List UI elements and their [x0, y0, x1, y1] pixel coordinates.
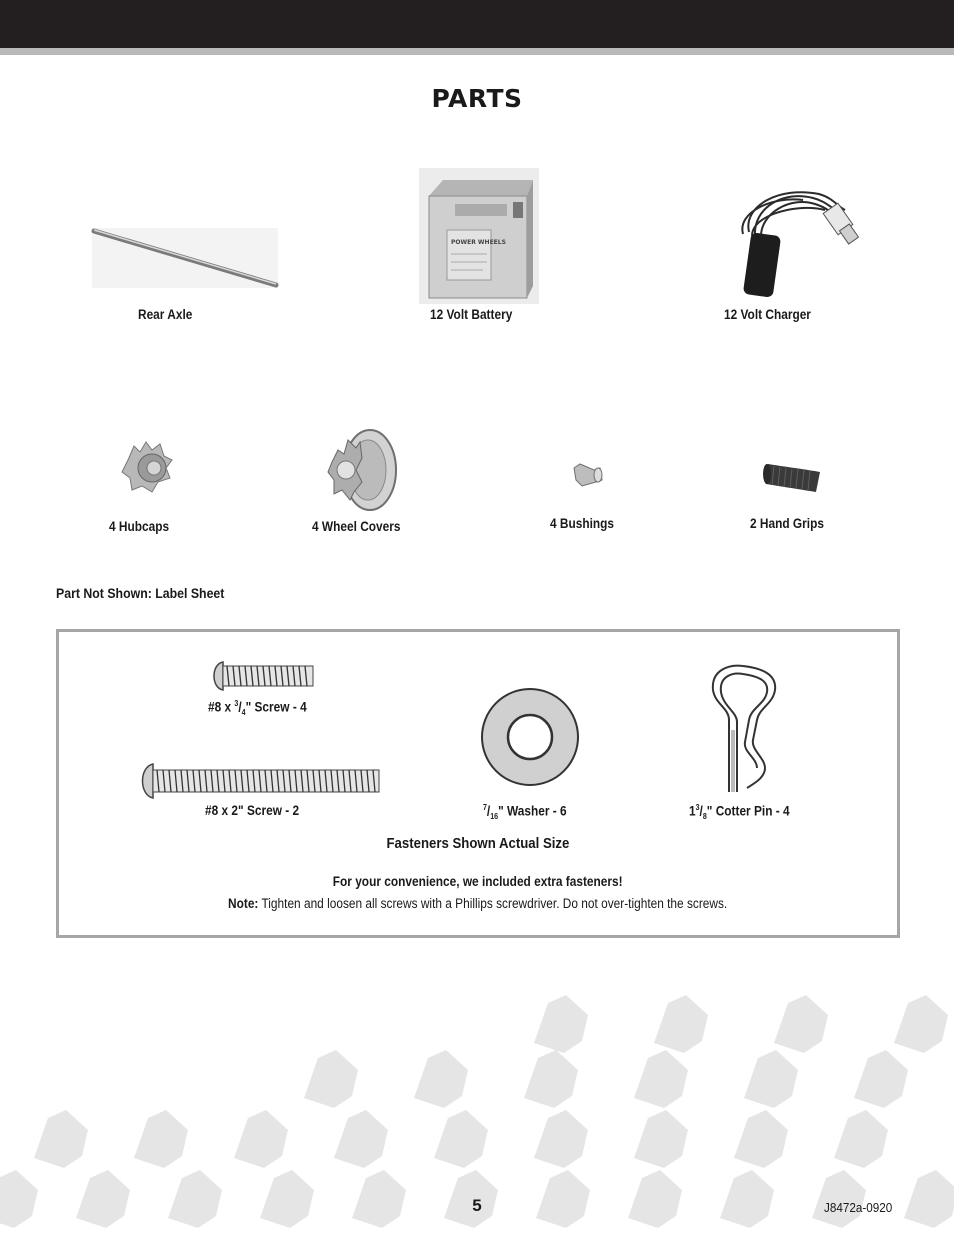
document-code: J8472a-0920 — [824, 1200, 893, 1215]
page-number: 5 — [472, 1196, 482, 1215]
note-text: Tighten and loosen all screws with a Phillips screwdriver. Do not over-tighten the screws. — [258, 896, 728, 911]
cotter-pin-image — [707, 660, 779, 796]
long-screw-label: #8 x 2" Screw - 2 — [205, 803, 300, 818]
washer-image — [479, 686, 581, 788]
long-screw-image — [139, 762, 383, 802]
cotter-pin-label: $1^3/_8$" Cotter Pin - 4 — [689, 803, 790, 822]
extra-fasteners-note: For your convenience, we included extra fasteners! — [333, 874, 623, 889]
hand-grip-image — [760, 458, 824, 498]
note-label: Note: — [228, 896, 259, 911]
part-not-shown-note: Part Not Shown: Label Sheet — [56, 585, 225, 601]
rear-axle-image — [88, 222, 283, 292]
battery-brand-text: POWER WHEELS — [451, 239, 506, 246]
battery-label: 12 Volt Battery — [430, 307, 513, 322]
short-screw-label: #8 x $^3/_4$" Screw - 4 — [208, 699, 307, 718]
bushings-label: 4 Bushings — [550, 516, 615, 531]
hand-grips-label: 2 Hand Grips — [750, 516, 824, 531]
tightening-note — [59, 896, 897, 911]
header-rule — [0, 48, 954, 55]
washer-label: $^7/_{16}$" Washer - 6 — [483, 803, 567, 822]
rear-axle-label: Rear Axle — [138, 307, 193, 322]
battery-image — [419, 168, 539, 304]
bushing-image — [570, 460, 606, 488]
charger-image — [733, 188, 865, 302]
wheel-cover-image — [326, 428, 398, 512]
fasteners-box — [56, 629, 900, 938]
actual-size-heading: Fasteners Shown Actual Size — [386, 835, 570, 852]
header-bar — [0, 0, 954, 48]
hubcaps-label: 4 Hubcaps — [109, 519, 170, 534]
charger-label: 12 Volt Charger — [724, 307, 811, 322]
page-title: PARTS — [431, 84, 523, 113]
short-screw-image — [211, 660, 317, 694]
hubcap-image — [118, 438, 180, 496]
wheel-covers-label: 4 Wheel Covers — [312, 519, 401, 534]
